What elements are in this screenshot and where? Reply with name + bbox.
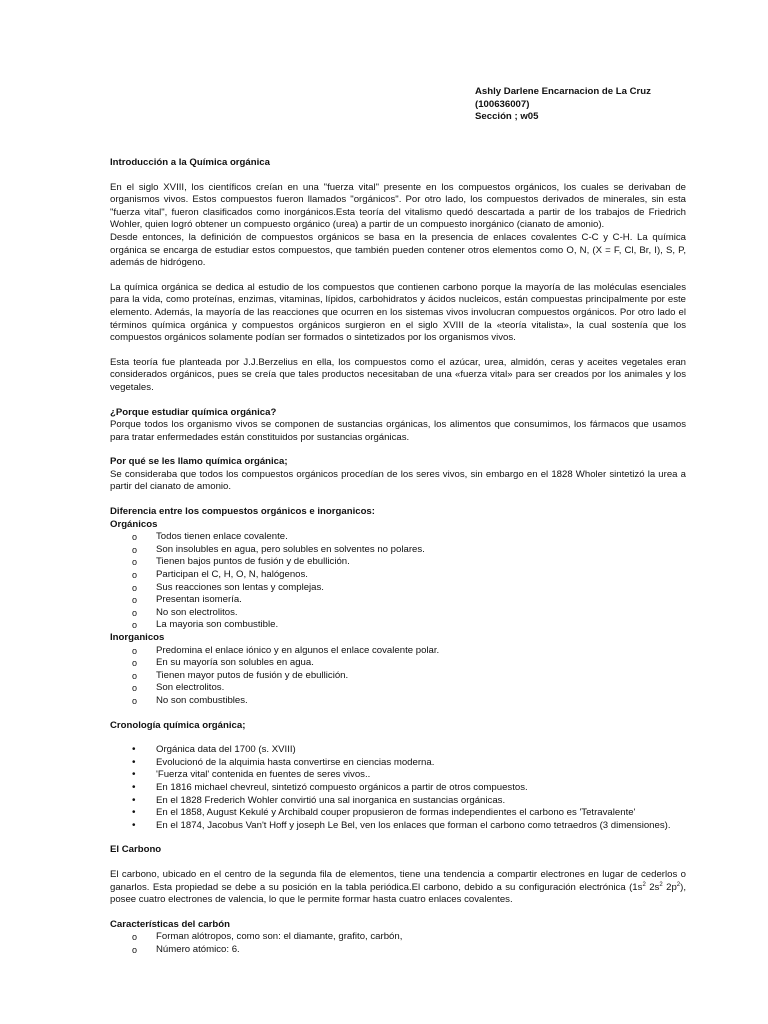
list-marker-icon: o [132, 670, 138, 681]
list-item [110, 531, 686, 544]
list-marker-icon: o [132, 570, 138, 581]
list-item-text: No son combustibles. [156, 694, 248, 706]
carbon-sup-1: 2 [642, 881, 646, 888]
list-marker-icon: o [132, 658, 138, 669]
list-item [110, 645, 686, 658]
list-item [110, 782, 686, 795]
organic-subheading: Orgánicos [110, 518, 158, 530]
list-marker-icon: o [132, 620, 138, 631]
list-item [110, 944, 686, 957]
why-heading: ¿Porque estudiar química orgánica? [110, 406, 277, 418]
list-item [110, 594, 686, 607]
document-body [110, 157, 686, 956]
list-item [110, 795, 686, 808]
list-marker-icon: o [132, 944, 138, 955]
list-item-text: En su mayoría son solubles en agua. [156, 657, 314, 669]
list-item [110, 807, 686, 820]
why-paragraph: Porque todos los organismo vivos se componen de sustancias orgánicas, los alimentos que consumimos, los fármacos que usamos para tratar enfermedades están constituidos por sustancias orgánicas. [110, 419, 686, 443]
list-item [110, 820, 686, 833]
list-item [110, 695, 686, 708]
list-item-text: Tienen bajos puntos de fusión y de ebullición. [156, 556, 350, 568]
list-item-text: Predomina el enlace iónico y en algunos el enlace covalente polar. [156, 644, 440, 656]
list-item-text: Tienen mayor putos de fusión y de ebullición. [156, 669, 349, 681]
differences-heading: Diferencia entre los compuestos orgánicos e inorganicos: [110, 506, 375, 518]
carbon-sup-2: 2 [659, 881, 663, 888]
list-marker-icon: • [132, 794, 136, 806]
list-item [110, 607, 686, 620]
organic-list [110, 531, 686, 632]
list-item [110, 769, 686, 782]
list-item [110, 556, 686, 569]
list-item-text: 'Fuerza vital' contenida en fuentes de seres vivos.. [156, 769, 371, 781]
list-item-text: Número atómico: 6. [156, 943, 240, 955]
carbon-paragraph [110, 869, 686, 907]
list-item [110, 682, 686, 695]
student-id: (100636007) [475, 98, 530, 110]
list-marker-icon: o [132, 645, 138, 656]
list-item [110, 657, 686, 670]
list-item [110, 582, 686, 595]
chronology-list [110, 744, 686, 832]
name-origin-heading: Por qué se les llamo química orgánica; [110, 456, 288, 468]
list-marker-icon: o [132, 595, 138, 606]
section-label: Sección ; w05 [475, 111, 539, 123]
list-item-text: Orgánica data del 1700 (s. XVIII) [156, 744, 296, 756]
list-marker-icon: • [132, 756, 136, 768]
intro-heading: Introducción a la Química orgánica [110, 157, 270, 168]
list-marker-icon: • [132, 744, 136, 756]
list-marker-icon: o [132, 557, 138, 568]
list-item [110, 670, 686, 683]
list-item-text: Evolucionó de la alquimia hasta convertirse en ciencias moderna. [156, 756, 435, 768]
list-marker-icon: • [132, 781, 136, 793]
list-marker-icon: o [132, 607, 138, 618]
carbon-traits-heading: Características del carbón [110, 918, 230, 930]
list-item-text: Sus reacciones son lentas y complejas. [156, 581, 324, 593]
intro-paragraph-1: En el siglo XVIII, los científicos creían en una "fuerza vital" presente en los compuestos orgánicos, los cuales se derivaban de organismos vivos. Estos compuestos fueron llamados "orgánicos". Por otro lado, los compuestos derivados de minerales, sin esta "fuerza vital", fueron clasificados como inorgánicos.Esta teoría del vitalismo quedó descartada a partir de los trabajos de Friedrich Wohler, quien logró obtener un compuesto orgánico (urea) a partir de un compuesto inorgánico (cianato de amonio). [110, 181, 686, 231]
list-marker-icon: o [132, 582, 138, 593]
list-marker-icon: • [132, 769, 136, 781]
list-marker-icon: o [132, 532, 138, 543]
list-marker-icon: o [132, 544, 138, 555]
carbon-text-a: El carbono, ubicado en el centro de la segunda fila de elementos, tiene una tendencia a compartir electrones en lugar de cederlos o ganarlos. Esta propiedad se debe a su posición en la tabla periódica.El carbono, debido a su configuración electrónica (1s [110, 868, 686, 893]
list-marker-icon: o [132, 683, 138, 694]
carbon-traits-list [110, 931, 686, 956]
inorganic-list [110, 645, 686, 708]
intro-paragraph-2: Desde entonces, la definición de compuestos orgánicos se basa en la presencia de enlaces covalentes C-C y C-H. La química orgánica se encarga de estudiar estos compuestos, que también pueden contener otros elementos como O, N, (X = F, Cl, Br, I), S, P, además de hidrógeno. [110, 231, 686, 269]
carbon-text-d: ), posee cuatro electrones de valencia, lo que le permite formar hasta cuatro enlaces covalentes. [110, 881, 686, 906]
list-marker-icon: • [132, 807, 136, 819]
list-item-text: Forman alótropos, como son: el diamante, grafito, carbón, [156, 931, 403, 943]
chronology-heading: Cronología química orgánica; [110, 719, 246, 731]
list-item-text: No son electrolitos. [156, 606, 238, 618]
list-item-text: Todos tienen enlace covalente. [156, 531, 288, 543]
list-item [110, 619, 686, 632]
list-item-text: Son insolubles en agua, pero solubles en solventes no polares. [156, 543, 425, 555]
intro-paragraph-3: La química orgánica se dedica al estudio de los compuestos que contienen carbono porque la mayoría de las moléculas esenciales para la vida, como proteínas, enzimas, vitaminas, lípidos, carbohidratos y ácidos nucleicos, están compuestas principalmente por este elemento. Además, la mayoría de las reacciones que ocurren en los sistemas vivos involucran compuestos orgánicos. Por otro lado el términos química orgánica y compuestos orgánicos surgieron en el siglo XVIII de la «teoría vitalista», la cual sostenía que los compuestos orgánicos solamente podían ser formados o sintetizados por los organismos vivos. [110, 281, 686, 344]
list-marker-icon: o [132, 932, 138, 943]
carbon-heading: El Carbono [110, 844, 162, 856]
list-item [110, 757, 686, 770]
carbon-sup-3: 2 [676, 881, 681, 888]
carbon-text-c: 2p [662, 881, 677, 893]
carbon-text-b: 2s [645, 881, 660, 893]
list-item [110, 744, 686, 757]
list-item-text: En el 1874, Jacobus Van't Hoff y joseph Le Bel, ven los enlaces que forman el carbono como tetraedros (3 dimensiones). [156, 819, 671, 831]
list-item-text: En el 1828 Frederich Wohler convirtió una sal inorganica en sustancias orgánicas. [156, 794, 506, 806]
list-marker-icon: o [132, 695, 138, 706]
list-item-text: Presentan isomería. [156, 594, 242, 606]
name-origin-paragraph: Se consideraba que todos los compuestos orgánicos procedían de los seres vivos, sin embargo en el 1828 Wholer sintetizó la urea a partir del cianato de amonio. [110, 468, 686, 493]
author-header [475, 86, 651, 124]
list-item-text: La mayoria son combustible. [156, 619, 279, 631]
list-item [110, 931, 686, 944]
list-item-text: Participan el C, H, O, N, halógenos. [156, 569, 308, 581]
author-name: Ashly Darlene Encarnacion de La Cruz [475, 86, 651, 97]
inorganic-subheading: Inorganicos [110, 632, 165, 643]
list-item [110, 569, 686, 582]
list-item-text: Son electrolitos. [156, 682, 225, 694]
list-item-text: En el 1858, August Kekulé y Archibald couper propusieron de formas independientes el carbono es 'Tetravalente' [156, 807, 636, 819]
list-marker-icon: • [132, 819, 136, 831]
list-item [110, 544, 686, 557]
list-item-text: En 1816 michael chevreul, sintetizó compuesto orgánicos a partir de otros compuestos. [156, 781, 528, 793]
intro-paragraph-4: Esta teoría fue planteada por J.J.Berzelius en ella, los compuestos como el azúcar, urea, almidón, ceras y aceites vegetales eran considerados orgánicos, pues se creía que tales productos necesitaban de una «fuerza vital» para ser creados por los animales y los vegetales. [110, 356, 686, 393]
